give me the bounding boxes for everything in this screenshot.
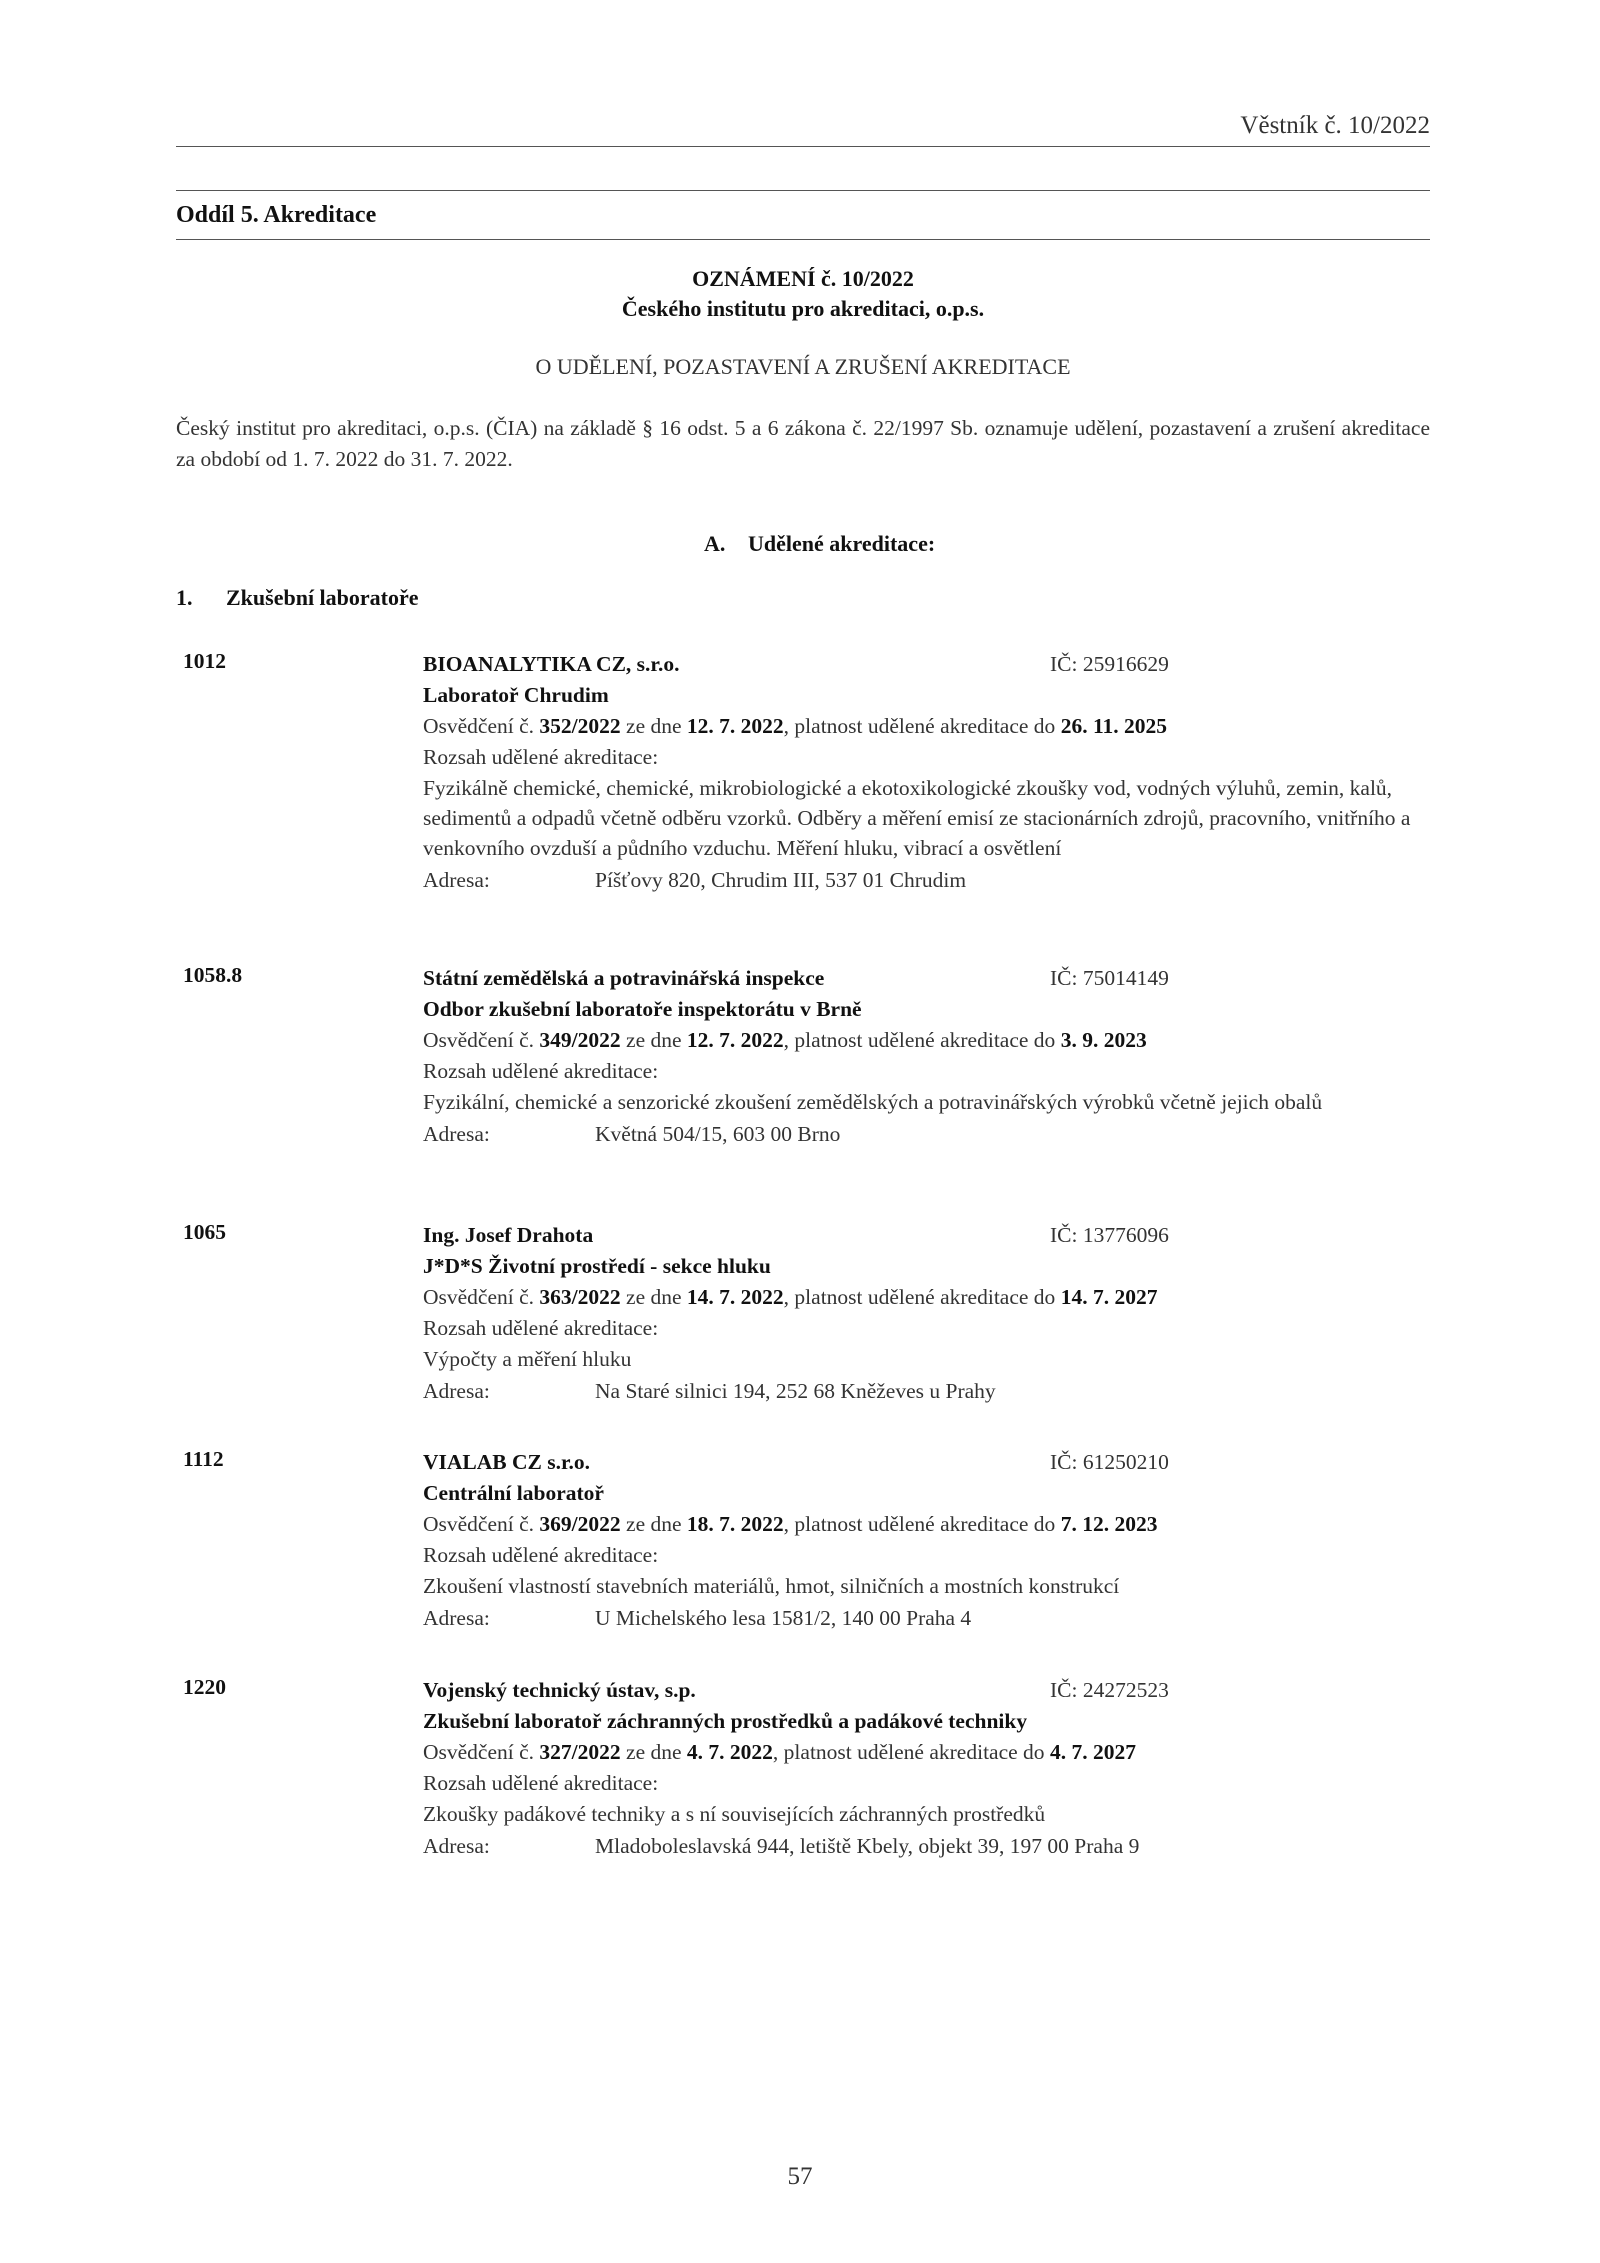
subsection-heading [176,585,419,611]
entry-scope: Výpočty a měření hluku [423,1347,632,1371]
entry-laboratory: Centrální laboratoř [423,1481,604,1505]
certificate-number: 349/2022 [539,1028,621,1052]
entry-company: BIOANALYTIKA CZ, s.r.o. [423,652,680,676]
address-value: U Michelského lesa 1581/2, 140 00 Praha 4 [595,1606,972,1630]
announcement-title: OZNÁMENÍ č. 10/2022 [692,266,914,291]
entry-certificate: Osvědčení č. 369/2022 ze dne 18. 7. 2022, platnost udělené akreditace do 7. 12. 2023 [423,1512,1158,1536]
certificate-number: 327/2022 [539,1740,621,1764]
entry-ico: IČ: 24272523 [1050,1678,1169,1702]
address-value: Květná 504/15, 603 00 Brno [595,1122,841,1146]
part-a-letter: A. [704,531,726,556]
entry-laboratory: Zkušební laboratoř záchranných prostředků a padákové techniky [423,1709,1028,1733]
part-a-title: Udělené akreditace: [748,531,936,556]
address-value: Na Staré silnici 194, 252 68 Kněževes u Prahy [595,1379,996,1403]
entry-scope: Zkoušky padákové techniky a s ní souvisejících záchranných prostředků [423,1802,1046,1826]
address-value: Mladoboleslavská 944, letiště Kbely, objekt 39, 197 00 Praha 9 [595,1834,1140,1858]
certificate-date: 14. 7. 2022 [686,1285,784,1309]
intro-paragraph: Český institut pro akreditaci, o.p.s. (ČIA) na základě § 16 odst. 5 a 6 zákona č. 22/1997 Sb. oznamuje udělení, pozastavení a zrušení akreditace za období od 1. 7. 2022 do 31. 7. 2022. [176,416,1430,471]
section-rule-bottom [176,239,1430,240]
certificate-date: 12. 7. 2022 [686,714,784,738]
entry-scope: Zkoušení vlastností stavebních materiálů, hmot, silničních a mostních konstrukcí [423,1574,1120,1598]
valid-to-date: 26. 11. 2025 [1060,714,1168,738]
entry-laboratory: Laboratoř Chrudim [423,683,609,707]
entry-certificate: Osvědčení č. 327/2022 ze dne 4. 7. 2022, platnost udělené akreditace do 4. 7. 2027 [423,1740,1136,1764]
entry-ico: IČ: 25916629 [1050,652,1169,676]
entry-certificate: Osvědčení č. 349/2022 ze dne 12. 7. 2022, platnost udělené akreditace do 3. 9. 2023 [423,1028,1147,1052]
entry-certificate: Osvědčení č. 363/2022 ze dne 14. 7. 2022, platnost udělené akreditace do 14. 7. 2027 [423,1285,1158,1309]
entry-laboratory: Odbor zkušební laboratoře inspektorátu v Brně [423,997,862,1021]
scope-label: Rozsah udělené akreditace: [423,1316,659,1340]
entry-number: 1065 [183,1220,226,1244]
subsection-number: 1. [176,585,193,610]
valid-to-date: 14. 7. 2027 [1060,1285,1158,1309]
certificate-date: 12. 7. 2022 [686,1028,784,1052]
scope-label: Rozsah udělené akreditace: [423,1059,659,1083]
entry-number: 1112 [183,1447,224,1471]
entry-address: Adresa: U Michelského lesa 1581/2, 140 00 Praha 4 [423,1606,972,1630]
certificate-date: 18. 7. 2022 [686,1512,784,1536]
scope-label: Rozsah udělené akreditace: [423,745,659,769]
certificate-date: 4. 7. 2022 [686,1740,773,1764]
section-rule-top [176,190,1430,191]
entry-number: 1012 [183,649,226,673]
entry-number: 1058.8 [183,963,243,987]
certificate-number: 363/2022 [539,1285,621,1309]
entry-company: Vojenský technický ústav, s.p. [423,1678,696,1702]
entry-scope: Fyzikálně chemické, chemické, mikrobiologické a ekotoxikologické zkoušky vod, vodných výluhů, zemin, kalů, sedimentů a odpadů včetně odběru vzorků. Odběry a měření emisí ze stacionárních zdrojů, pracovního, vnitřního a venkovního ovzduší a půdního vzduchu. Měření hluku, vibrací a osvětlení [423,776,1411,860]
valid-to-date: 3. 9. 2023 [1060,1028,1147,1052]
page-number: 57 [787,2163,813,2190]
entry-company: VIALAB CZ s.r.o. [423,1450,591,1474]
entry-laboratory: J*D*S Životní prostředí - sekce hluku [423,1254,771,1278]
entry-company: Ing. Josef Drahota [423,1223,594,1247]
entry-number: 1220 [183,1675,226,1699]
entry-address: Adresa: Mladoboleslavská 944, letiště Kbely, objekt 39, 197 00 Praha 9 [423,1834,1140,1858]
announcement-issuer: Českého institutu pro akreditaci, o.p.s. [621,296,985,321]
scope-label: Rozsah udělené akreditace: [423,1771,659,1795]
bulletin-header: Věstník č. 10/2022 [1240,112,1430,139]
entry-certificate: Osvědčení č. 352/2022 ze dne 12. 7. 2022, platnost udělené akreditace do 26. 11. 2025 [423,714,1168,738]
announcement-subject: O UDĚLENÍ, POZASTAVENÍ A ZRUŠENÍ AKREDITACE [535,354,1071,379]
entry-address: Adresa: Květná 504/15, 603 00 Brno [423,1122,841,1146]
certificate-number: 352/2022 [539,714,621,738]
header-rule [176,146,1430,147]
part-a-heading [704,531,935,557]
section-title: Oddíl 5. Akreditace [176,202,377,228]
entry-address: Adresa: Píšťovy 820, Chrudim III, 537 01 Chrudim [423,868,967,892]
valid-to-date: 4. 7. 2027 [1049,1740,1136,1764]
entry-ico: IČ: 61250210 [1050,1450,1169,1474]
entry-scope: Fyzikální, chemické a senzorické zkoušení zemědělských a potravinářských výrobků včetně jejich obalů [423,1090,1323,1114]
entry-address: Adresa: Na Staré silnici 194, 252 68 Kněževes u Prahy [423,1379,996,1403]
scope-label: Rozsah udělené akreditace: [423,1543,659,1567]
subsection-title: Zkušební laboratoře [226,585,419,610]
valid-to-date: 7. 12. 2023 [1060,1512,1158,1536]
entry-ico: IČ: 75014149 [1050,966,1169,990]
entry-company: Státní zemědělská a potravinářská inspekce [423,966,825,990]
entry-ico: IČ: 13776096 [1050,1223,1169,1247]
certificate-number: 369/2022 [539,1512,621,1536]
address-value: Píšťovy 820, Chrudim III, 537 01 Chrudim [595,868,967,892]
